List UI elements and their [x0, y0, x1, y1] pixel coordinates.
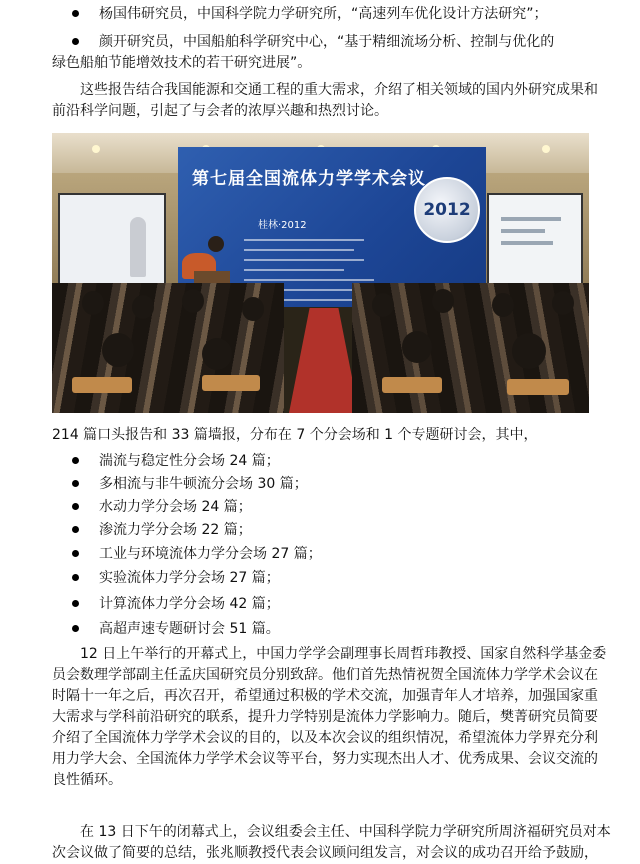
globe-logo: 2012	[414, 177, 480, 243]
speaker	[208, 236, 224, 252]
list-item	[72, 474, 308, 495]
bullet-icon	[72, 600, 79, 607]
bullet-text: 渗流力学分会场 22 篇；	[99, 522, 252, 538]
bullet-icon	[72, 38, 79, 45]
conference-photo	[52, 133, 589, 413]
bullet-icon	[72, 550, 79, 557]
bullet-icon	[72, 10, 79, 17]
list-item	[72, 568, 280, 589]
bullet-continuation: 绿色船舶节能增效技术的若干研究进展”。	[52, 55, 312, 71]
bullet-text: 水动力学分会场 24 篇；	[99, 499, 252, 515]
bullet-icon	[72, 526, 79, 533]
bullet-text: 杨国伟研究员，中国科学院力学研究所，“高速列车优化设计方法研究”；	[99, 6, 548, 22]
banner-title: 第七届全国流体力学学术会议	[192, 169, 426, 189]
list-item	[72, 594, 280, 615]
summary-paragraph: 这些报告结合我国能源和交通工程的重大需求，介绍了相关领域的国内外研究成果和 前沿科学问题，引起了与会者的浓厚兴趣和热烈讨论。	[52, 82, 598, 119]
bullet-icon	[72, 480, 79, 487]
bullet-text: 颜开研究员，中国船舶科学研究中心，“基于精细流场分析、控制与优化的	[99, 34, 555, 50]
bullet-text: 计算流体力学分会场 42 篇；	[99, 596, 280, 612]
list-item	[72, 619, 280, 640]
list-item	[72, 4, 548, 25]
red-carpet-aisle	[288, 308, 360, 413]
bullet-text: 高超声速专题研讨会 51 篇。	[99, 621, 280, 637]
banner-location: 桂林·2012	[258, 220, 307, 231]
list-item	[72, 451, 280, 472]
bullet-text: 多相流与非牛顿流分会场 30 篇；	[99, 476, 308, 492]
sessions-intro: 214 篇口头报告和 33 篇墙报，分布在 7 个分会场和 1 个专题研讨会，其中，	[52, 427, 538, 443]
list-item	[72, 544, 322, 565]
bullet-icon	[72, 503, 79, 510]
bullet-icon	[72, 574, 79, 581]
bullet-text: 实验流体力学分会场 27 篇；	[99, 570, 280, 586]
right-projection-screen	[487, 193, 583, 289]
bullet-icon	[72, 457, 79, 464]
bullet-icon	[72, 625, 79, 632]
list-item	[72, 32, 554, 53]
opening-paragraph: 12 日上午举行的开幕式上，中国力学学会副理事长周哲玮教授、国家自然科学基金委 员会数理学部副主任孟庆国研究员分别致辞。他们首先热情祝贺全国流体力学学术会议在 时隔十一年之后，再次召开，希望通过积极的学术交流，加强青年人才培养，加强国家重 大需求与学科前沿研究的联系，提升力学特别是流体力学影响力。随后，樊菁研究员简要 介绍了全国流体力学学术会议的目的，以及本次会议的组织情况，希望流体力学界充分利 用力学大会、全国流体力学学术会议等平台，努力实现杰出人才、优秀成果、会议交流的 良性循环。	[52, 646, 607, 788]
bullet-text: 工业与环境流体力学分会场 27 篇；	[99, 546, 322, 562]
list-item	[72, 520, 252, 541]
bullet-text: 湍流与稳定性分会场 24 篇；	[99, 453, 280, 469]
closing-paragraph: 在 13 日下午的闭幕式上，会议组委会主任、中国科学院力学研究所周济福研究员对本 次会议做了简要的总结，张兆顺教授代表会议顾问组发言，对会议的成功召开给予鼓励，	[52, 824, 611, 861]
list-item	[72, 497, 252, 518]
